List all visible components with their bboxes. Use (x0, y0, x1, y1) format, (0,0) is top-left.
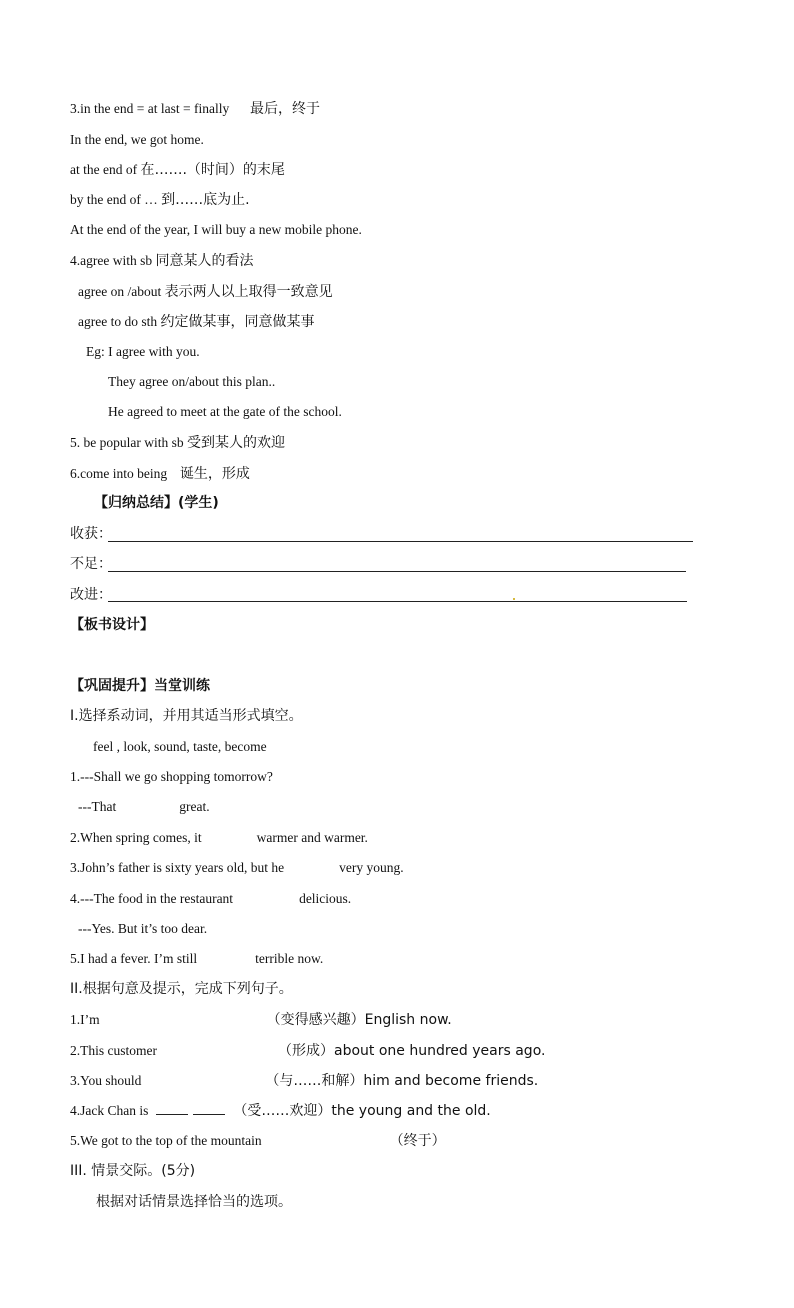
summary-lack-label: 不足： (70, 556, 112, 572)
question-5 (70, 950, 323, 968)
phrase: agree to do sth (78, 314, 158, 329)
text-before-blank: 5.We got to the top of the mountain (70, 1133, 262, 1148)
part2-title: II.根据句意及提示，完成下列句子。 (70, 981, 293, 997)
phrase: agree on /about (78, 284, 162, 299)
vocab-item-3b (70, 161, 285, 179)
stray-mark (513, 598, 515, 600)
phrase: 5. be popular with sb (70, 435, 184, 450)
example-eg: They agree on/about this plan.. (108, 374, 276, 389)
hint: （终于） (389, 1133, 446, 1149)
hint: （形成）about one hundred years ago. (278, 1043, 546, 1059)
vocab-item-6 (70, 465, 250, 483)
text-before-blank: 4.---The food in the restaurant (70, 891, 234, 906)
vocab-item-4 (70, 252, 253, 270)
sentence-3 (70, 1072, 538, 1090)
text-after-blank: delicious. (299, 891, 352, 906)
phrase: at the end of (70, 162, 138, 177)
sentence-4 (70, 1102, 491, 1120)
summary-heading: 【归纳总结】(学生) (94, 495, 219, 511)
answer-blank[interactable] (156, 1102, 188, 1115)
text-before-blank: 3.You should (70, 1073, 142, 1088)
text-before-blank: 3.John’s father is sixty years old, but he (70, 860, 285, 875)
sentence-2 (70, 1042, 545, 1060)
vocab-item-4c (78, 313, 314, 331)
vocab-item-5 (70, 434, 285, 452)
practice-heading: 【巩固提升】当堂训练 (70, 678, 210, 694)
meaning: 约定做某事，同意做某事 (160, 314, 315, 330)
vocab-item-4b (78, 283, 333, 301)
example-eg: He agreed to meet at the gate of the school. (108, 404, 342, 419)
summary-gain-label: 收获： (70, 526, 112, 542)
text-before-blank: 1.I’m (70, 1012, 100, 1027)
word-bank: feel , look, sound, taste, become (93, 739, 267, 754)
question-1-answer-line (78, 798, 210, 816)
hint: （与……和解）him and become friends. (265, 1073, 539, 1089)
phrase: by the end of … (70, 192, 158, 207)
part3-title: III. 情景交际。(5分) (70, 1163, 196, 1179)
text-before-blank: ---That (78, 799, 117, 814)
text-before-blank: 5.I had a fever. I’m still (70, 951, 198, 966)
phrase: 3.in the end = at last = finally (70, 101, 230, 116)
board-design-heading: 【板书设计】 (70, 617, 154, 633)
text-before-blank: 2.When spring comes, it (70, 830, 202, 845)
meaning: 诞生，形成 (179, 466, 250, 482)
vocab-item-3c (70, 191, 250, 209)
text-after-blank: warmer and warmer. (256, 830, 368, 845)
text-after-blank: very young. (339, 860, 404, 875)
text-after-blank: terrible now. (255, 951, 324, 966)
hint: （变得感兴趣）English now. (266, 1012, 452, 1028)
summary-improve-line[interactable] (108, 601, 687, 602)
summary-lack-line[interactable] (108, 571, 686, 572)
vocab-item-3 (70, 100, 320, 118)
meaning: 同意某人的看法 (155, 253, 254, 269)
phrase: 6.come into being (70, 466, 168, 481)
question-3 (70, 859, 404, 877)
meaning: 表示两人以上取得一致意见 (164, 284, 333, 300)
hint: （受……欢迎）the young and the old. (233, 1103, 491, 1119)
example-eg: Eg: I agree with you. (86, 344, 200, 359)
text-before-blank: 4.Jack Chan is (70, 1103, 149, 1118)
answer-blank[interactable] (193, 1102, 225, 1115)
meaning: 受到某人的欢迎 (187, 435, 285, 451)
text-after-blank: great. (179, 799, 210, 814)
text-before-blank: 2.This customer (70, 1043, 157, 1058)
sentence-1 (70, 1011, 452, 1029)
question-2 (70, 829, 368, 847)
summary-gain-line[interactable] (108, 541, 693, 542)
part1-title: I.选择系动词，并用其适当形式填空。 (70, 708, 303, 724)
meaning: 最后，终于 (249, 101, 320, 117)
question-4 (70, 890, 351, 908)
meaning: 到……底为止. (161, 192, 250, 208)
question-1: 1.---Shall we go shopping tomorrow? (70, 769, 273, 784)
meaning: 在…….（时间）的末尾 (140, 162, 285, 178)
phrase: 4.agree with sb (70, 253, 153, 268)
example-sentence: In the end, we got home. (70, 132, 204, 147)
question-4-reply: ---Yes. But it’s too dear. (78, 921, 208, 936)
summary-improve-label: 改进： (70, 587, 112, 603)
sentence-5 (70, 1132, 446, 1150)
part3-instruction: 根据对话情景选择恰当的选项。 (96, 1194, 292, 1210)
example-sentence: At the end of the year, I will buy a new mobile phone. (70, 222, 362, 237)
